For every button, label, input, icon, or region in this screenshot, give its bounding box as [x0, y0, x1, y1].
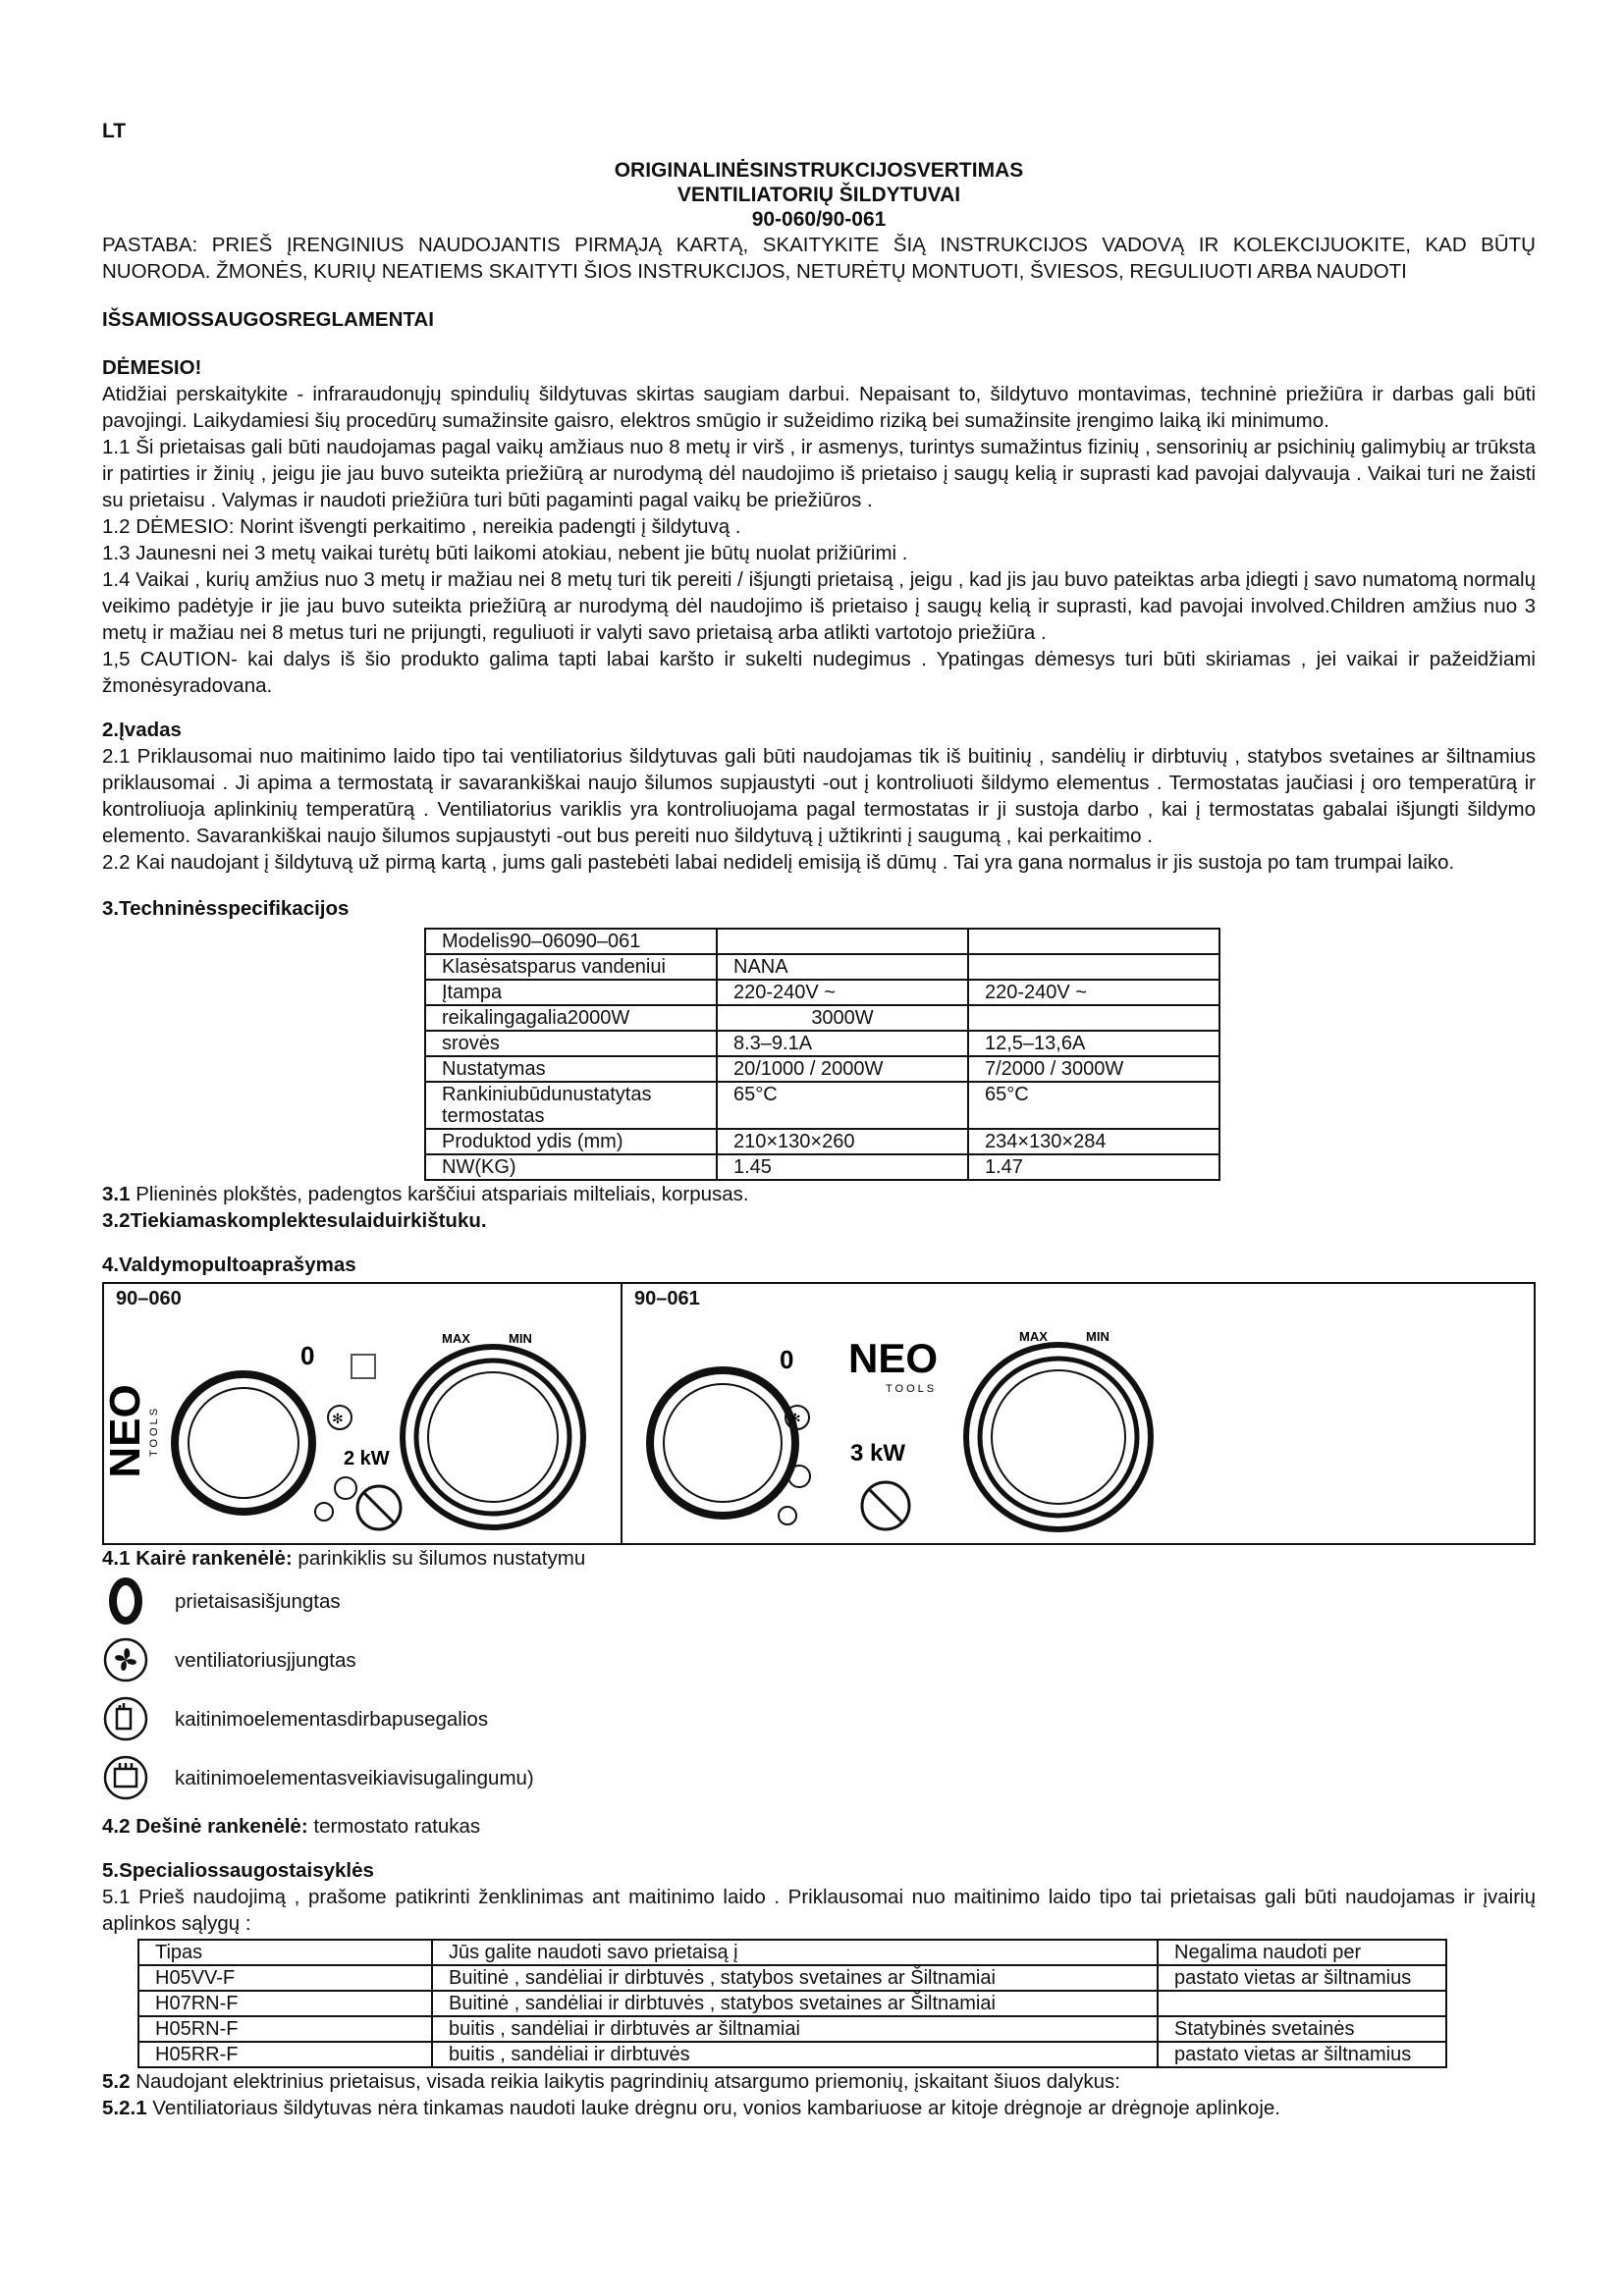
- left-knob-inner: [664, 1384, 782, 1502]
- spec-cell: 7/2000 / 3000W: [968, 1056, 1219, 1082]
- table-row: [425, 1056, 1219, 1082]
- table-row: [425, 954, 1219, 980]
- list-item: [102, 1748, 1536, 1807]
- spec-note-3-2: 3.2Tiekiamaskomplektesulaiduirkištuku.: [102, 1209, 487, 1232]
- spec-cell: NW(KG): [425, 1154, 717, 1180]
- special-item-5-2-1: [102, 2095, 1536, 2121]
- left-knob-inner: [189, 1388, 298, 1498]
- half-heat-icon: [335, 1477, 356, 1499]
- spec-note-3-1: [102, 1181, 1536, 1207]
- spec-cell: 65°C: [717, 1082, 968, 1129]
- spec-cell: [968, 1005, 1219, 1031]
- half-heat-icon: [102, 1695, 149, 1742]
- fan-glyph: ✻: [332, 1412, 344, 1427]
- controls-heading: 4.Valdymopultoaprašymas: [102, 1254, 356, 1276]
- min-label: MIN: [1086, 1329, 1110, 1344]
- spec-cell: 20/1000 / 2000W: [717, 1056, 968, 1082]
- list-item: [102, 1689, 1536, 1748]
- spec-cell: Klasėsatsparus vandeniui: [425, 954, 717, 980]
- intro-item-2-2: 2.2 Kai naudojant į šildytuvą už pirmą kartą , jums gali pastebėti labai nedidelį emisiją iš dūmų . Tai yra gana normalus ir jis sustoja po tam trumpai laiko.: [102, 851, 1455, 874]
- knob-4-1: [102, 1545, 1536, 1572]
- right-knob: [416, 1361, 569, 1514]
- cable-cell: buitis , sandėliai ir dirbtuvės ar šiltnamiai: [432, 2016, 1158, 2042]
- brand-subtitle: TOOLS: [886, 1383, 938, 1395]
- intro-heading: 2.Įvadas: [102, 719, 182, 741]
- panel-model-label: 90–060: [116, 1288, 182, 1309]
- panel-90-061: [623, 1282, 1536, 1545]
- brand-logo: NEO: [104, 1384, 149, 1478]
- cable-cell: buitis , sandėliai ir dirbtuvės: [432, 2042, 1158, 2067]
- knob-label: 4.1 Kairė rankenėlė:: [102, 1547, 293, 1570]
- spec-cell: 12,5–13,6A: [968, 1031, 1219, 1056]
- list-item: [102, 1572, 1536, 1630]
- spec-cell: Modelis90–06090–061: [425, 929, 717, 954]
- legend-text: kaitinimoelementasveikiavisugalingumu): [175, 1766, 534, 1789]
- document-subtitle: VENTILIATORIŲ ŠILDYTUVAI: [677, 184, 961, 206]
- legend-text: kaitinimoelementasdirbapusegalios: [175, 1707, 489, 1731]
- left-knob: [175, 1374, 312, 1512]
- spec-cell: [717, 929, 968, 954]
- safety-item-1-2: 1.2 DĖMESIO: Norint išvengti perkaitimo , nereikia padengti į šildytuvą .: [102, 515, 741, 538]
- full-heat-icon: [779, 1507, 796, 1524]
- safety-intro: Atidžiai perskaitykite - infraraudonųjų spindulių šildytuvas skirtas saugiam darbui. Nepaisant to, šildytuvo montavimas, techninė priežiūra ir darbas gali būti pavojingi. Laikydamiesi šių procedūrų sumažinsite gaisro, elektros smūgio ir sužeidimo riziką bei sumažinsite įrengimo laiką iki minimumo.: [102, 383, 1536, 432]
- cable-cell: Buitinė , sandėliai ir dirbtuvės , statybos svetaines ar Šiltnamiai: [432, 1991, 1158, 2016]
- cable-cell: H07RN-F: [138, 1991, 432, 2016]
- panel-90-060-drawing: [104, 1284, 621, 1543]
- cable-table: [137, 1939, 1447, 2068]
- cable-cell: [1158, 1991, 1446, 2016]
- knob-4-2: [102, 1813, 1536, 1840]
- power-right-label: 3 kW: [850, 1440, 906, 1467]
- panel-model-label: 90–061: [634, 1288, 700, 1309]
- item-number: 5.2: [102, 2070, 131, 2093]
- spec-cell: 3000W: [717, 1005, 968, 1031]
- spec-cell: Rankiniubūdunustatytas termostatas: [425, 1082, 717, 1129]
- spec-cell: 8.3–9.1A: [717, 1031, 968, 1056]
- specs-heading: 3.Techninėsspecifikacijos: [102, 897, 350, 920]
- table-row: [138, 1940, 1446, 1965]
- safety-item-1-4: 1.4 Vaikai , kurių amžius nuo 3 metų ir mažiau nei 8 metų turi tik pereiti / išjungti prietaisą , jeigu , kad jis jau buvo pateiktas arba įdiegti į savo numatomą normalų veikimo padėtyje ir jie jau buvo suteikta priežiūrą ar nurodymą dėl naudojimo iš prietaiso į saugų kelią ir suprasti, kad pavojai involved.Children amžius nuo 3 metų ir mažiau nei 8 metus turi ne prijungti, reguliuoti ir valyti savo prietaisą arba atlikti vartotojo priežiūra .: [102, 568, 1536, 644]
- safety-heading: IŠSAMIOSSAUGOSREGLAMENTAI: [102, 308, 434, 331]
- legend-text: ventiliatoriusjjungtas: [175, 1648, 356, 1672]
- spec-cell: 210×130×260: [717, 1129, 968, 1154]
- spec-cell: [968, 954, 1219, 980]
- no-cover-slash: [869, 1489, 902, 1522]
- spec-note-text: Plieninės plokštės, padengtos karščiui atspariais milteliais, korpusas.: [130, 1183, 749, 1205]
- safety-item-1-1: 1.1 Ši prietaisas gali būti naudojamas pagal vaikų amžiaus nuo 8 metų ir virš , ir asmenys, turintys sumažintus fizinių , sensorinių ar psichinių galimybių ar trūksta ir patirties ir žinių , jeigu jie jau buvo suteikta priežiūrą ar nurodymą dėl naudojimo iš prietaiso į saugų kelią ir suprasti kad pavojai dalyvauja . Vaikai turi ne žaisti su prietaisu . Valymas ir naudoti priežiūra turi būti pagaminti pagal vaikų be priežiūros .: [102, 436, 1536, 511]
- spec-cell: Produktod ydis (mm): [425, 1129, 717, 1154]
- knob-label: 4.2 Dešinė rankenėlė:: [102, 1815, 308, 1838]
- cable-cell: Statybinės svetainės: [1158, 2016, 1446, 2042]
- table-row: [425, 1082, 1219, 1129]
- list-item: [102, 1630, 1536, 1689]
- brand-logo: NEO: [848, 1335, 939, 1381]
- spec-cell: 220-240V ~: [968, 980, 1219, 1005]
- cable-cell: pastato vietas ar šiltnamius: [1158, 1965, 1446, 1991]
- table-row: [425, 1129, 1219, 1154]
- knob-description: parinkiklis su šilumos nustatymu: [292, 1547, 586, 1570]
- table-row: [138, 1965, 1446, 1991]
- no-cover-slash: [363, 1492, 395, 1523]
- safety-item-1-5: 1,5 CAUTION- kai dalys iš šio produkto galima tapti labai karšto ir sukelti nudegimus . Ypatingas dėmesys turi būti skiriamas , jei vaikai ir pažeidžiami žmonėsyradovana.: [102, 648, 1536, 697]
- cable-cell: Jūs galite naudoti savo prietaisą į: [432, 1940, 1158, 1965]
- zero-icon: [102, 1577, 149, 1625]
- dial-zero-label: 0: [780, 1345, 794, 1374]
- document-title: ORIGINALINĖSINSTRUKCIJOSVERTIMAS: [614, 159, 1024, 182]
- special-heading: 5.Specialiossaugostaisyklės: [102, 1859, 374, 1882]
- knob-description: termostato ratukas: [307, 1815, 481, 1838]
- panel-90-060: [102, 1282, 623, 1545]
- spec-cell: srovės: [425, 1031, 717, 1056]
- document-page: [102, 118, 1536, 2121]
- table-row: [425, 980, 1219, 1005]
- table-row: [138, 2016, 1446, 2042]
- right-knob-outer: [966, 1345, 1151, 1529]
- spec-cell: 234×130×284: [968, 1129, 1219, 1154]
- cable-cell: H05VV-F: [138, 1965, 432, 1991]
- half-heat-icon: [788, 1466, 810, 1487]
- attention-heading: DĖMESIO!: [102, 356, 202, 379]
- power-left-label: 2 kW: [344, 1448, 390, 1469]
- dial-zero-label: 0: [300, 1341, 315, 1370]
- spec-cell: [968, 929, 1219, 954]
- spec-cell: 1.47: [968, 1154, 1219, 1180]
- special-item-5-2: [102, 2068, 1536, 2095]
- specs-table: [424, 928, 1220, 1181]
- table-row: [425, 929, 1219, 954]
- model-number: 90-060/90-061: [751, 208, 887, 231]
- item-number: 5.2.1: [102, 2097, 147, 2119]
- indicator-square: [352, 1355, 375, 1378]
- spec-cell: 220-240V ~: [717, 980, 968, 1005]
- full-heat-icon: [315, 1503, 333, 1521]
- right-knob: [980, 1359, 1137, 1516]
- min-label: MIN: [509, 1331, 532, 1346]
- right-knob-outer: [403, 1347, 583, 1527]
- spec-cell: reikalingagalia2000W: [425, 1005, 717, 1031]
- table-row: [138, 1991, 1446, 2016]
- control-panel-figure: [102, 1282, 1536, 1545]
- special-item-5-1: 5.1 Prieš naudojimą , prašome patikrinti ženklinimas ant maitinimo laido . Priklausomai nuo maitinimo laido tipo tai prietaisas gali būti naudojamas ir įvairių aplinkos sąlygų :: [102, 1886, 1536, 1935]
- table-row: [425, 1005, 1219, 1031]
- table-row: [425, 1154, 1219, 1180]
- cable-cell: Tipas: [138, 1940, 432, 1965]
- cable-cell: Negalima naudoti per: [1158, 1940, 1446, 1965]
- intro-item-2-1: 2.1 Priklausomai nuo maitinimo laido tipo tai ventiliatorius šildytuvas gali būti naudojamas tik iš buitinių , sandėlių ir dirbtuvių , statybos svetaines ar šiltnamius priklausomai . Ji apima a termostatą ir savarankiškai naujo šilumos supjaustyti -out į kontroliuoti šildymo elementus . Termostatas jaučiasi į oro temperatūrą ir kontroliuoja aplinkinių temperatūrą . Ventiliatorius variklis yra kontroliuojama pagal termostatas ir ji sustoja darbo , kai į termostatas gabalai išjungti šildymo elemento. Savarankiškai naujo šilumos supjaustyti -out bus pereiti nuo šildytuvą į užtikrinti į saugumą , kai perkaitimo .: [102, 745, 1536, 847]
- cable-cell: H05RR-F: [138, 2042, 432, 2067]
- cable-cell: Buitinė , sandėliai ir dirbtuvės , statybos svetaines ar Šiltnamiai: [432, 1965, 1158, 1991]
- spec-cell: 65°C: [968, 1082, 1219, 1129]
- fan-icon: [102, 1636, 149, 1683]
- panel-90-061-drawing: [623, 1284, 1532, 1543]
- full-heat-icon: [102, 1754, 149, 1801]
- item-text: Ventiliatoriaus šildytuvas nėra tinkamas naudoti lauke drėgnu oru, vonios kambariuose ar kitoje drėgnoje ar drėgnoje aplinkoje.: [146, 2097, 1280, 2119]
- right-knob-inner: [992, 1370, 1125, 1504]
- note-paragraph: PASTABA: PRIEŠ ĮRENGINIUS NAUDOJANTIS PIRMĄJĄ KARTĄ, SKAITYKITE ŠIĄ INSTRUKCIJOS VADOVĄ IR KOLEKCIJUOKITE, KAD BŪTŲ NUORODA. ŽMONĖS, KURIŲ NEATIEMS SKAITYTI ŠIOS INSTRUKCIJOS, NETURĖTŲ MONTUOTI, ŠVIESOS, REGULIUOTI ARBA NAUDOTI: [102, 234, 1536, 283]
- table-row: [425, 1031, 1219, 1056]
- safety-item-1-3: 1.3 Jaunesni nei 3 metų vaikai turėtų būti laikomi atokiau, nebent jie būtų nuolat prižiūrimi .: [102, 542, 908, 564]
- legend-text: prietaisasišjungtas: [175, 1589, 341, 1613]
- brand-subtitle: TOOLS: [148, 1405, 160, 1458]
- language-code: LT: [102, 120, 127, 142]
- legend-list: [102, 1572, 1536, 1807]
- fan-glyph: ✻: [789, 1412, 801, 1427]
- item-text: Naudojant elektrinius prietaisus, visada reikia laikytis pagrindinių atsargumo priemonių, įskaitant šiuos dalykus:: [130, 2070, 1120, 2093]
- cable-cell: H05RN-F: [138, 2016, 432, 2042]
- cable-cell: pastato vietas ar šiltnamius: [1158, 2042, 1446, 2067]
- left-knob: [650, 1370, 795, 1516]
- max-label: MAX: [442, 1331, 470, 1346]
- max-label: MAX: [1019, 1329, 1048, 1344]
- spec-cell: NANA: [717, 954, 968, 980]
- right-knob-inner: [428, 1372, 558, 1502]
- spec-note-number: 3.1: [102, 1183, 131, 1205]
- spec-cell: 1.45: [717, 1154, 968, 1180]
- table-row: [138, 2042, 1446, 2067]
- spec-cell: Įtampa: [425, 980, 717, 1005]
- brand-logo-vertical: [104, 1384, 160, 1477]
- spec-cell: Nustatymas: [425, 1056, 717, 1082]
